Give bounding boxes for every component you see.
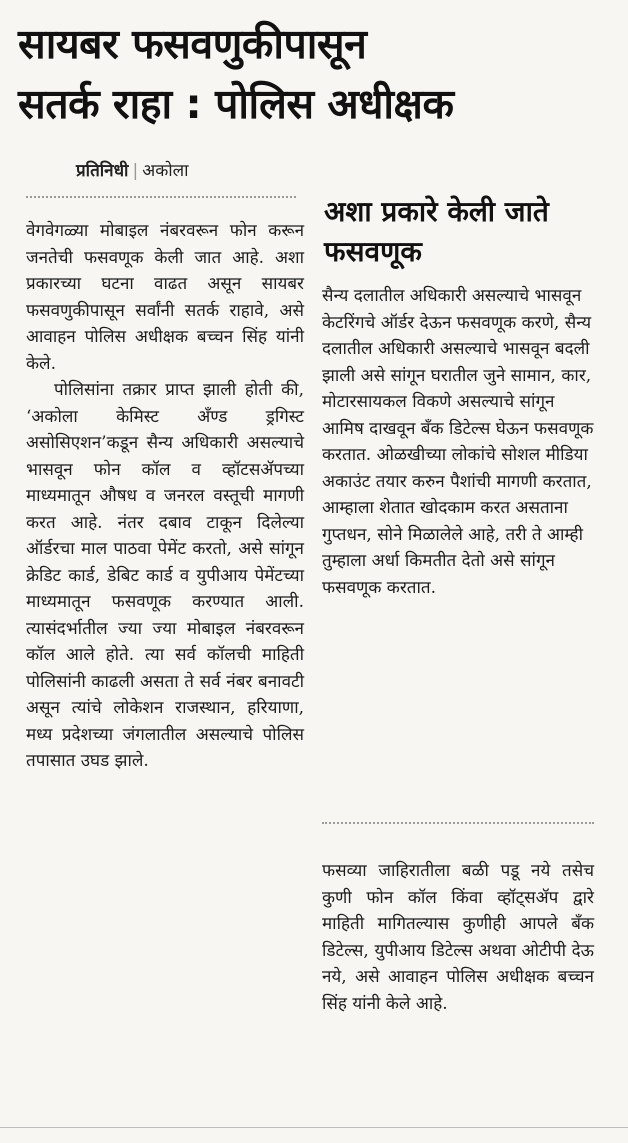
byline: [76, 158, 189, 181]
byline-author: प्रतिनिधी: [76, 161, 129, 181]
right-para-2: फसव्या जाहिरातीला बळी पडू नये तसेच कुणी फोन कॉल किंवा व्हॉट्सॲप द्वारे माहिती मागितल्यास कुणीही आपले बँक डिटेल्स, युपीआय डिटेल्स अथवा ओटीपी देऊ नये, असे आवाहन पोलिस अधीक्षक बच्चन सिंह यांनी केले आहे.: [322, 861, 594, 1014]
subheading: अशा प्रकारे केली जाते फसवणूक: [324, 195, 549, 268]
left-column: [26, 218, 304, 775]
bottom-rule: [0, 1127, 628, 1128]
byline-divider: [26, 196, 296, 198]
headline-line-1: सायबर फसवणुकीपासून: [18, 20, 367, 68]
right-column-divider: [322, 822, 594, 824]
right-para-1: सैन्य दलातील अधिकारी असल्याचे भासवून केटरिंगचे ऑर्डर देऊन फसवणूक करणे, सैन्य दलातील अधिकारी असल्याचे भासवून बदली झाली असे सांगून घरातील जुने सामान, कार, मोटारसायकल विकणे असल्याचे सांगून आमिष दाखवून बँक डिटेल्स घेऊन फसवणूक करतात. ओळखीच्या लोकांचे सोशल मीडिया अकाउंट तयार करुन पैशांची मागणी करतात, आम्हाला शेतात खोदकाम करत असताना गुप्तधन, सोने मिळालेले आहे, तरी ते आम्ही तुम्हाला अर्धा किमतीत देतो असे सांगून फसवणूक करतात.: [322, 286, 594, 598]
left-para-1: वेगवेगळ्या मोबाइल नंबरवरून फोन करून जनतेची फसवणूक केली जात आहे. अशा प्रकारच्या घटना वाढत असून सायबर फसवणुकीपासून सर्वांनी सतर्क राहावे, असे आवाहन पोलिस अधीक्षक बच्चन सिंह यांनी केले.: [26, 221, 304, 374]
headline-line-2: सतर्क राहा : पोलिस अधीक्षक: [18, 80, 454, 128]
left-para-2: पोलिसांना तक्रार प्राप्त झाली होती की, ‘अकोला केमिस्ट अँण्ड ड्रगिस्ट असोसिएशन’कडून सैन्य अधिकारी असल्याचे भासवून फोन कॉल व व्हॉटसॲपच्या माध्यमातून औषध व जनरल वस्तूची मागणी करत आहे. नंतर दबाव टाकून दिलेल्या ऑर्डरचा माल पाठवा पेमेंट करतो, असे सांगून क्रेडिट कार्ड, डेबिट कार्ड व युपीआय पेमेंटच्या माध्यमातून फसवणूक करण्यात आली. त्यासंदर्भातील ज्या ज्या मोबाइल नंबरवरून कॉल आले होते. त्या सर्व कॉलची माहिती पोलिसांनी काढली असता ते सर्व नंबर बनावटी असून त्यांचे लोकेशन राजस्थान, हरियाणा, मध्य प्रदेशच्या जंगलातील असल्याचे पोलिस तपासात उघड झाले.: [26, 380, 304, 771]
byline-place: अकोला: [142, 161, 189, 181]
headline: [18, 14, 618, 134]
byline-separator: |: [132, 161, 139, 181]
